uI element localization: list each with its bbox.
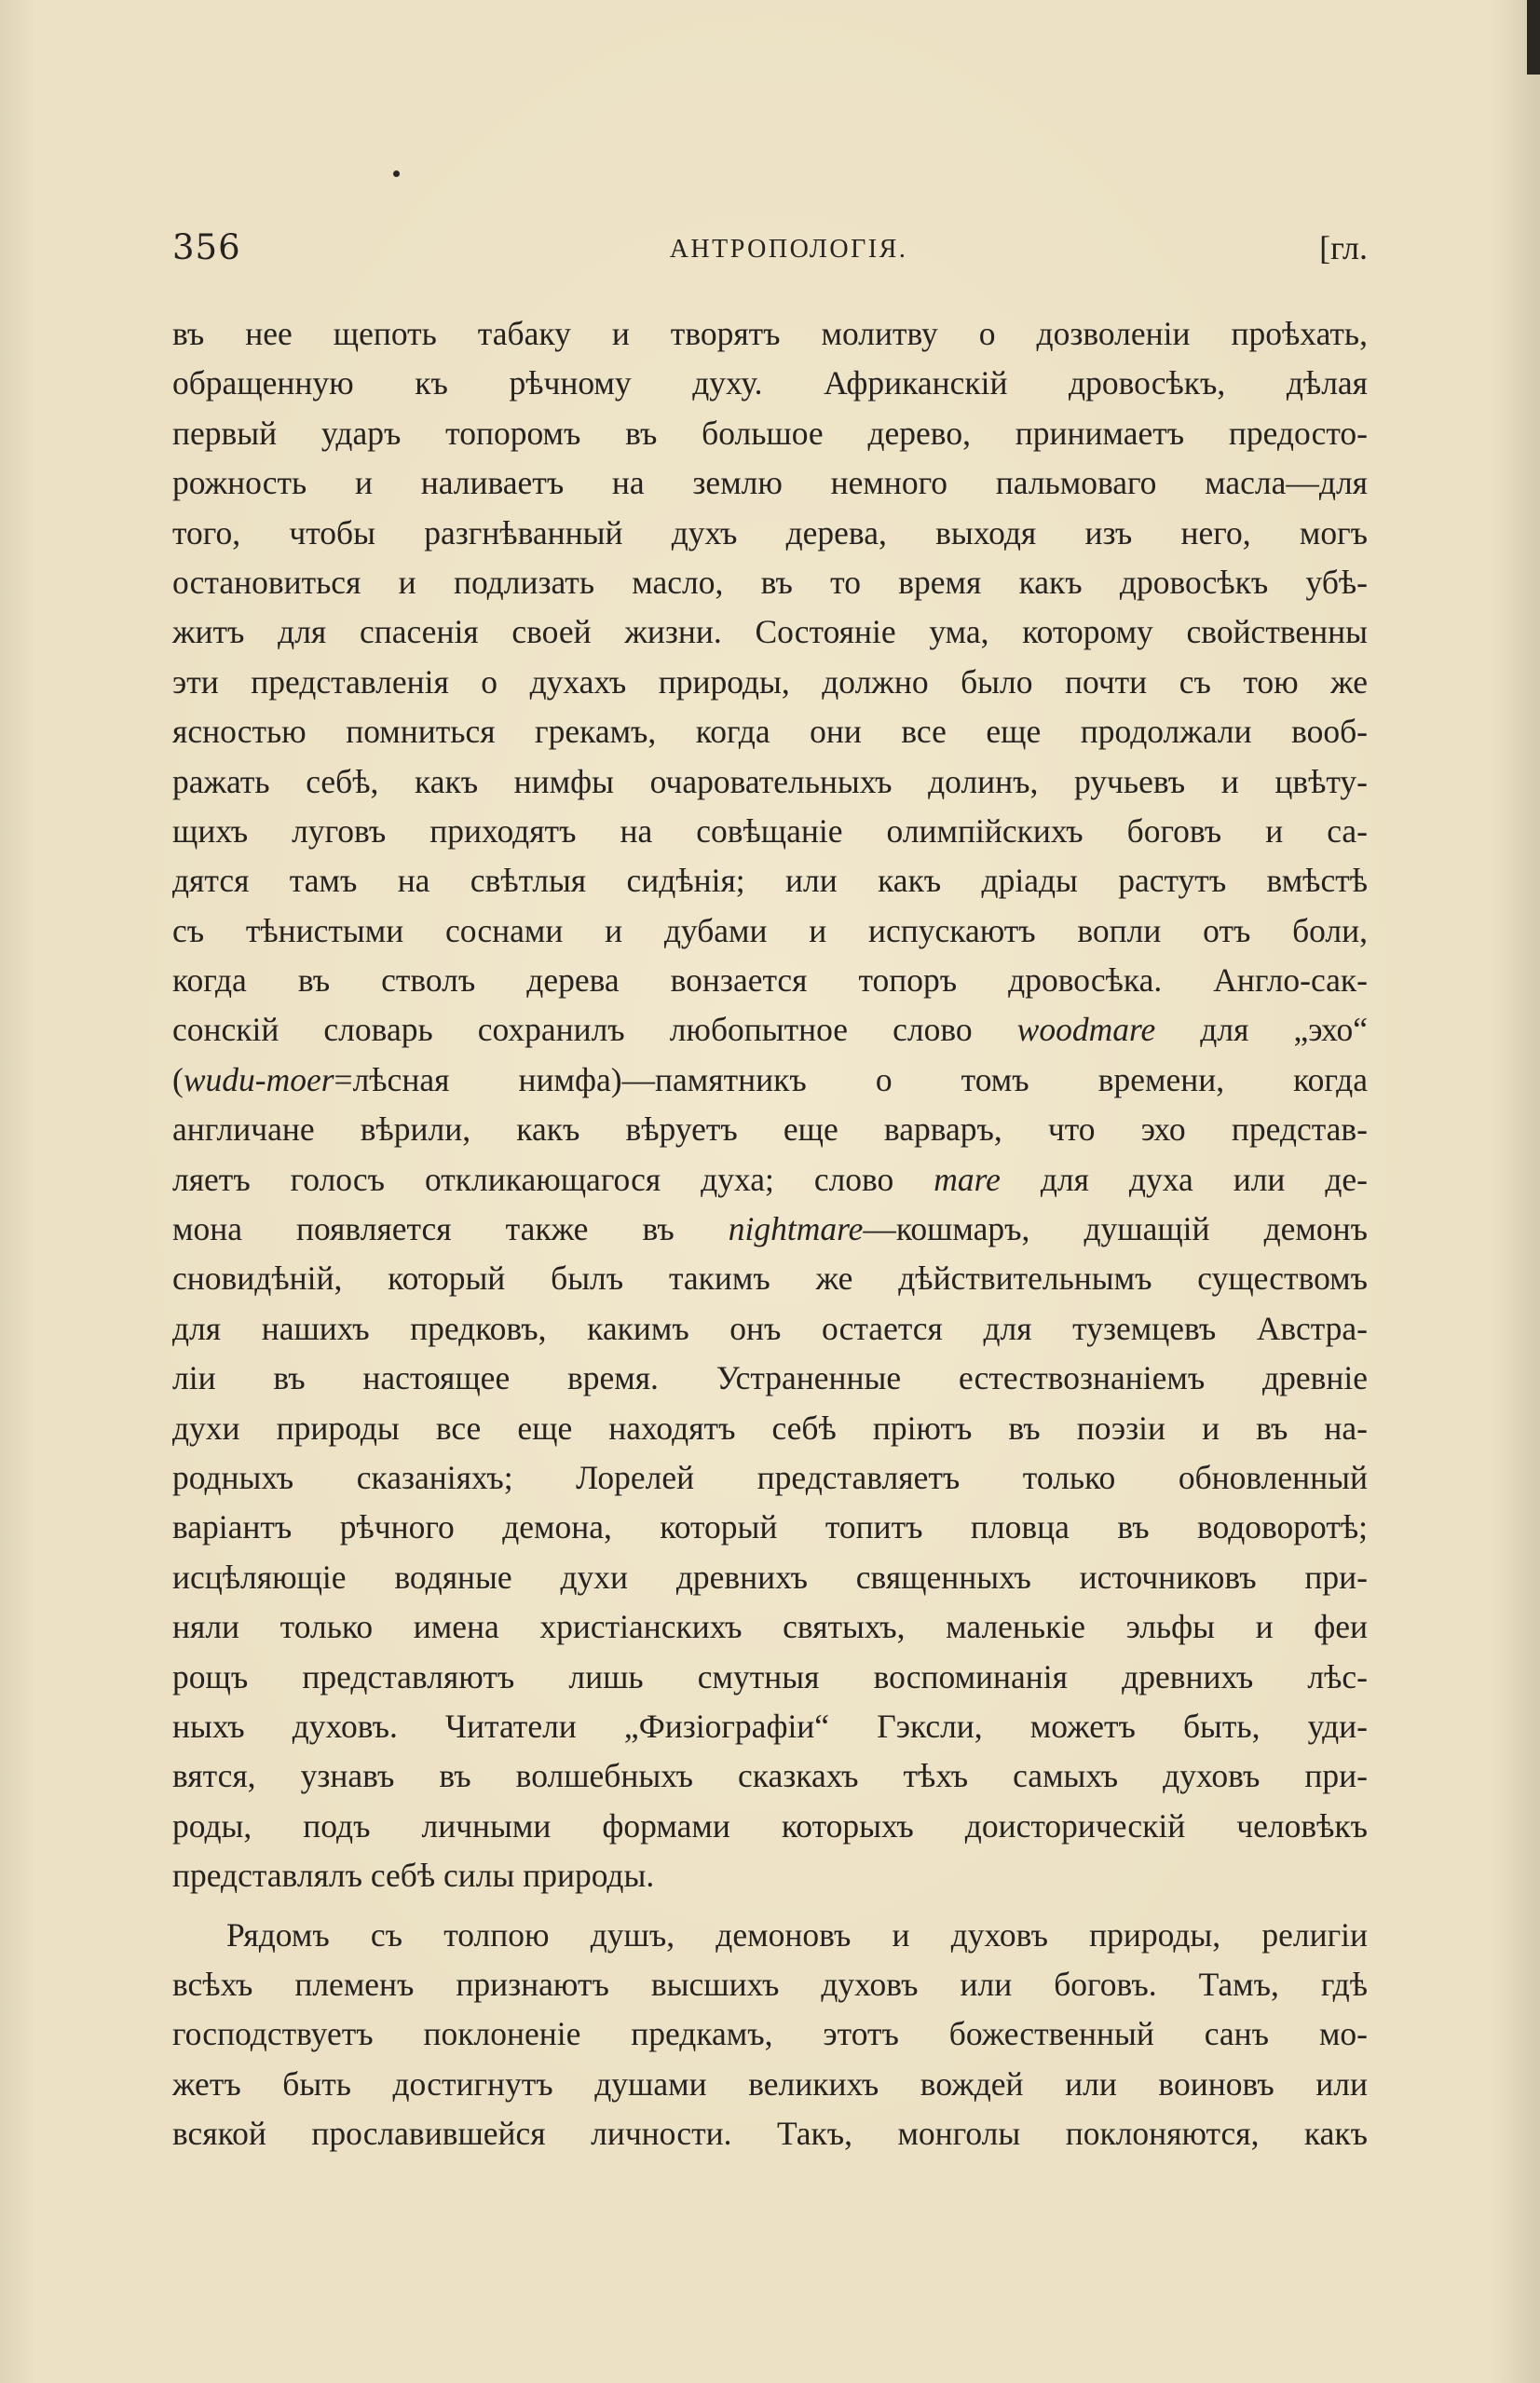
text-line-with-italic [172, 1055, 1368, 1105]
text-line: рощъ представляютъ лишь смутныя воспоминанія древнихъ лѣс- [172, 1657, 1368, 1695]
text-line: щихъ луговъ приходятъ на совѣщаніе олимпійскихъ боговъ и са- [172, 811, 1368, 850]
text-line: роды, подъ личными формами которыхъ доисторическій человѣкъ [172, 1806, 1368, 1845]
text-line: рожность и наливаетъ на землю немного пальмоваго масла—для [172, 464, 1368, 502]
line-segment: ( [172, 1060, 184, 1098]
text-line: съ тѣнистыми соснами и дубами и испускаютъ вопли отъ боли, [172, 911, 1368, 949]
italic-term-woodmare: woodmare [1016, 1011, 1156, 1049]
line-segment: сонскій словарь сохранилъ любопытное слово [172, 1011, 1017, 1049]
running-title: АНТРОПОЛОГІЯ. [669, 235, 908, 264]
text-line: варіантъ рѣчного демона, который топитъ пловца въ водоворотѣ; [172, 1508, 1368, 1546]
text-line: для нашихъ предковъ, какимъ онъ остается для туземцевъ Австра- [172, 1309, 1368, 1347]
text-line: житъ для спасенія своей жизни. Состояніе ума, которому свойственны [172, 613, 1368, 651]
text-line: всякой прославившейся личности. Такъ, монголы поклоняются, какъ [172, 2115, 1368, 2153]
line-segment: мона появляется также въ [172, 1210, 729, 1248]
paragraph-gap [172, 1901, 1368, 1911]
chapter-reference: [гл. [1319, 229, 1368, 266]
italic-term-nightmare: nightmare [728, 1210, 864, 1248]
text-line: дятся тамъ на свѣтлыя сидѣнія; или какъ дріады растутъ вмѣстѣ [172, 862, 1368, 900]
text-line: въ нее щепоть табаку и творятъ молитву о дозволеніи проѣхать, [172, 315, 1368, 352]
text-line: англичане вѣрили, какъ вѣруетъ еще варваръ, что эхо представ- [172, 1110, 1368, 1149]
text-line: всѣхъ племенъ признаютъ высшихъ духовъ или боговъ. Тамъ, гдѣ [172, 1965, 1368, 2003]
line-segment: —кошмаръ, душащій демонъ [863, 1210, 1369, 1248]
text-line: когда въ стволъ дерева вонзается топоръ дровосѣка. Англо-сак- [172, 961, 1368, 1000]
text-line: сновидѣній, который былъ такимъ же дѣйствительнымъ существомъ [172, 1260, 1368, 1298]
text-line: няли только имена христіанскихъ святыхъ, маленькіе эльфы и феи [172, 1608, 1368, 1646]
page-edge-shadow [1527, 0, 1540, 75]
page-number: 356 [172, 227, 241, 267]
text-line: остановиться и подлизать масло, въ то время какъ дровосѣкъ убѣ- [172, 563, 1368, 601]
text-line: Рядомъ съ толпою душъ, демоновъ и духовъ природы, религіи [226, 1915, 1368, 1954]
italic-term-mare: mare [934, 1160, 1001, 1198]
text-line: ныхъ духовъ. Читатели „Физіографіи“ Гэксли, можетъ быть, уди- [172, 1707, 1368, 1745]
text-line: исцѣляющіе водяные духи древнихъ священныхъ источниковъ при- [172, 1558, 1368, 1596]
text-line: первый ударъ топоромъ въ большое дерево, принимаетъ предосто- [172, 414, 1368, 452]
line-segment: для „эхо“ [1155, 1011, 1368, 1049]
italic-term-wudu-moer: wudu-moer [183, 1060, 334, 1098]
text-line: ясностью помниться грекамъ, когда они все еще продолжали вооб- [172, 713, 1368, 751]
text-line: ражать себѣ, какъ нимфы очаровательныхъ долинъ, ручьевъ и цвѣту- [172, 762, 1368, 800]
text-line: духи природы все еще находятъ себѣ пріютъ въ поэзіи и въ на- [172, 1409, 1368, 1447]
line-segment: для духа или де- [1000, 1160, 1369, 1198]
running-head [172, 224, 1368, 279]
text-line: вятся, узнавъ въ волшебныхъ сказкахъ тѣхъ самыхъ духовъ при- [172, 1757, 1368, 1795]
text-line: ліи въ настоящее время. Устраненные естествознаніемъ древніе [172, 1359, 1368, 1397]
text-line: господствуетъ поклоненіе предкамъ, этотъ божественный санъ мо- [172, 2015, 1368, 2053]
text-line-with-italic [172, 1155, 1368, 1205]
text-line: эти представленія о духахъ природы, должно было почти съ тою же [172, 662, 1368, 701]
text-line: того, чтобы разгнѣванный духъ дерева, выходя изъ него, могъ [172, 513, 1368, 551]
text-line-with-italic [172, 1205, 1368, 1254]
text-line: представлялъ себѣ силы природы. [172, 1857, 655, 1895]
body-text [172, 309, 1368, 2158]
text-line-with-italic [172, 1005, 1368, 1055]
text-line: обращенную къ рѣчному духу. Африканскій дровосѣкъ, дѣлая [172, 364, 1368, 402]
ink-speck [393, 170, 400, 177]
text-line: жетъ быть достигнутъ душами великихъ вождей или воиновъ или [172, 2064, 1368, 2103]
text-line: родныхъ сказаніяхъ; Лорелей представляетъ только обновленный [172, 1458, 1368, 1496]
line-segment: ляетъ голосъ откликающагося духа; слово [172, 1160, 934, 1198]
line-segment: =лѣсная нимфа)—памятникъ о томъ времени, когда [334, 1060, 1368, 1098]
